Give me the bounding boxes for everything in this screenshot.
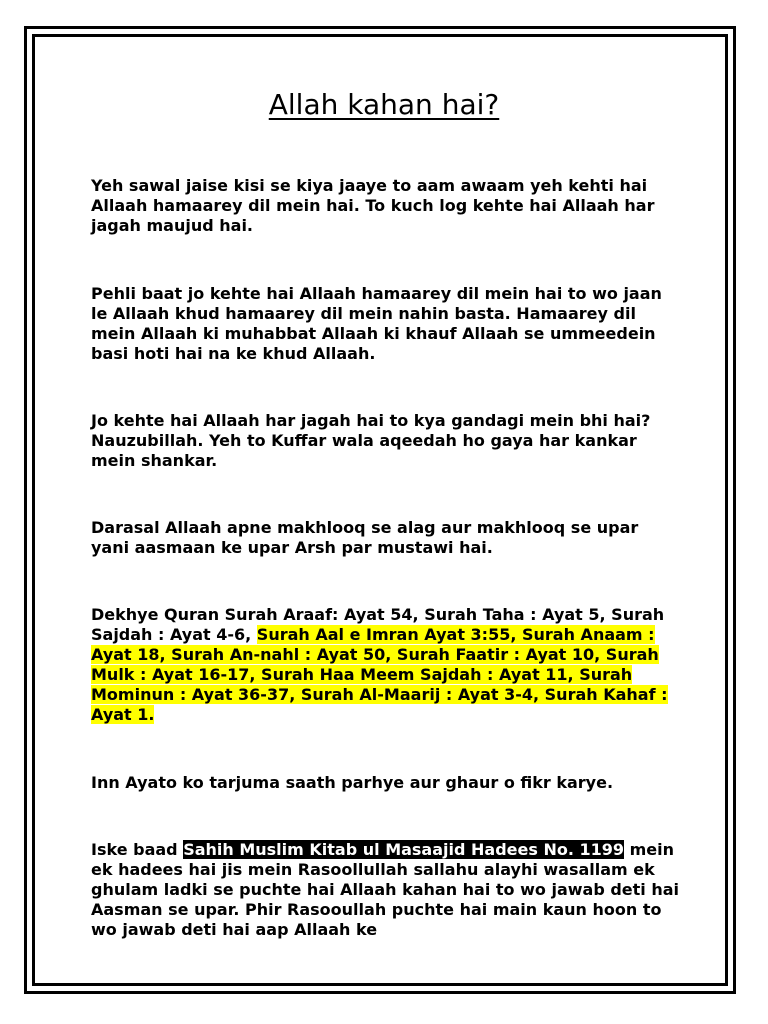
paragraph-hadees (91, 840, 681, 940)
quran-references-plain: Dekhye Quran Surah Araaf: Ayat 54, Surah Taha : Ayat 5, Surah Sajdah : Ayat 4-6, (91, 605, 665, 644)
hadees-body-text: mein ek hadees hai jis mein Rasoollullah sallahu alayhi wasallam ek ghulam ladki se puchte hai Allaah kahan hai to wo jawab deti hai Aasman se upar. Phir Rasooullah puchte hai main kaun hoon to wo jawab deti hai aap Allaah ke (91, 840, 680, 939)
document-title: Allah kahan hai? (268, 88, 500, 121)
paragraph-dil-mein: Pehli baat jo kehte hai Allaah hamaarey dil mein hai to wo jaan le Allaah khud hamaarey dil mein nahin basta. Hamaarey dil mein Allaah ki muhabbat Allaah ki khauf Allaah se ummeedein basi hoti hai na ke khud Allaah. (91, 284, 662, 363)
hadees-reference-highlighted: Sahih Muslim Kitab ul Masaajid Hadees No. 1199 (183, 840, 625, 859)
quran-references-highlighted: Surah Aal e Imran Ayat 3:55, Surah Anaam : Ayat 18, Surah An-nahl : Ayat 50, Surah Faatir : Ayat 10, Surah Mulk : Ayat 16-17, Surah Haa Meem Sajdah : Ayat 11, Surah Mominun : Ayat 36-37, Surah Al-Maarij : Ayat 3-4, Surah Kahaf : Ayat 1. (91, 625, 668, 724)
paragraph-arsh: Darasal Allaah apne makhlooq se alag aur makhlooq se upar yani aasmaan ke upar Arsh par mustawi hai. (91, 518, 639, 557)
paragraph-intro: Yeh sawal jaise kisi se kiya jaaye to aam awaam yeh kehti hai Allaah hamaarey dil mein hai. To kuch log kehte hai Allaah har jagah maujud hai. (91, 176, 655, 235)
paragraph-har-jagah: Jo kehte hai Allaah har jagah hai to kya gandagi mein bhi hai? Nauzubillah. Yeh to Kuffar wala aqeedah ho gaya har kankar mein shankar. (91, 411, 651, 470)
paragraph-quran-references (91, 605, 681, 725)
paragraph-tarjuma: Inn Ayato ko tarjuma saath parhye aur ghaur o fikr karye. (91, 773, 614, 792)
hadees-intro-text: Iske baad (91, 840, 184, 859)
